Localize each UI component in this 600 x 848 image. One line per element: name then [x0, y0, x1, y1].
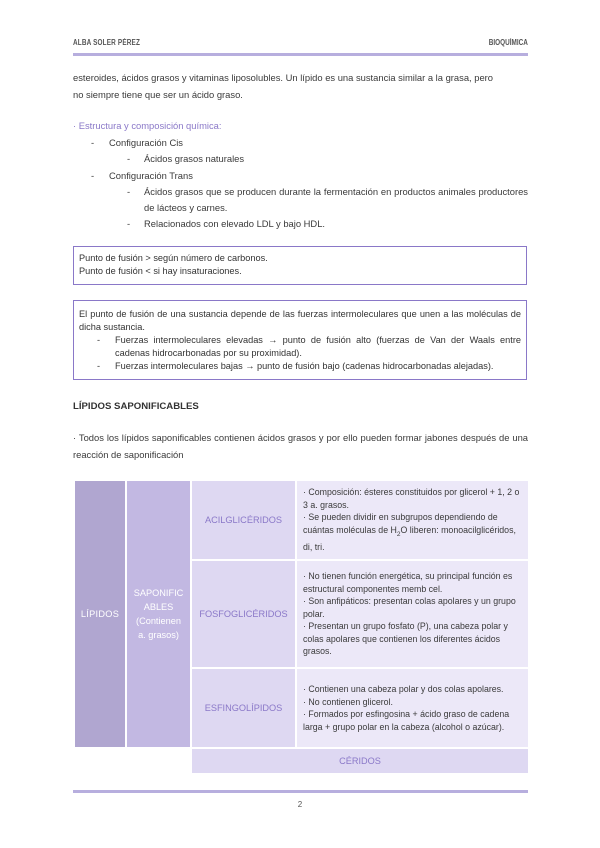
dash-bullet: - [97, 335, 101, 345]
melting-point-box [73, 246, 527, 285]
dash-bullet: - [91, 137, 95, 148]
box2-item-1 [79, 334, 521, 360]
list-item-cis-sub [73, 151, 528, 167]
box2-item-2 [79, 360, 521, 373]
fosfogliceridos-desc-2: · Son anfipáticos: presentan colas apolares y un grupo polar. [303, 596, 516, 619]
trans-label: Configuración Trans [109, 169, 193, 181]
fosfogliceridos-desc-3: · Presentan un grupo fosfato (P), una cabeza polar y colas apolares que contienen los diferentes ácidos grasos. [303, 621, 508, 657]
box1-line-2: Punto de fusión < si hay insaturaciones. [79, 266, 242, 276]
intro-paragraph [73, 70, 528, 103]
structure-title: · Estructura y composición química: [73, 120, 222, 131]
page-header [73, 38, 528, 58]
saponificables-cell-line-1: SAPONIFIC [133, 588, 184, 598]
acilgliceridos-desc-2b: O liberen: monoacilglicéridos, di, tri. [303, 524, 516, 553]
lipids-table [73, 479, 530, 775]
fosfogliceridos-cell: FOSFOGLICÉRIDOS [191, 560, 296, 668]
box2-item-1-text: Fuerzas intermoleculares elevadas → punto de fusión alto (fuerzas de Van der Waals entre cadenas hidrocarbonadas por su proximidad). [115, 335, 521, 358]
intermolecular-forces-box [73, 300, 527, 380]
saponificables-text: · Todos los lípidos saponificables contienen ácidos grasos y por ello pueden formar jabones después de una reacción de saponificación [73, 432, 528, 460]
esfingolipidos-desc-2: · No contienen glicerol. [303, 696, 393, 707]
esfingolipidos-desc [296, 668, 529, 748]
fosfogliceridos-desc-1: · No tienen función energética, su principal función es estructural componentes memb cel. [303, 571, 513, 594]
dash-bullet: - [127, 218, 131, 230]
h2o-subscript: 2 [396, 530, 401, 538]
list-item-cis [73, 135, 528, 151]
footer-rule [73, 790, 528, 793]
list-item-trans-sub-2 [73, 216, 528, 232]
table-row [74, 748, 529, 774]
header-rule [73, 53, 528, 56]
ceridos-cell: CÉRIDOS [191, 748, 529, 774]
saponificables-cell [126, 480, 191, 748]
esfingolipidos-desc-1: · Contienen una cabeza polar y dos colas apolares. [303, 684, 504, 694]
cis-item: Ácidos grasos naturales [144, 153, 245, 165]
saponificables-cell-line-3: (Contienen [136, 616, 181, 626]
acilgliceridos-desc-2a: · Se pueden dividir en subgrupos dependiendo de cuántas moléculas de H [303, 512, 498, 535]
list-item-trans [73, 168, 528, 184]
trans-item-2: Relacionados con elevado LDL y bajo HDL. [144, 218, 326, 230]
intro-line-2: no siempre tiene que ser un ácido graso. [73, 88, 243, 100]
header-author: ALBA SOLER PÉREZ [73, 38, 141, 47]
fosfogliceridos-desc [296, 560, 529, 668]
dash-bullet: - [97, 361, 101, 371]
intro-line-1: esteroides, ácidos grasos y vitaminas liposolubles. Un lípido es una sustancia similar a la grasa, pero [73, 72, 494, 83]
structure-list [73, 135, 528, 233]
dash-bullet: - [91, 169, 95, 181]
header-subject: BIOQUÍMICA [488, 38, 528, 47]
table-row [74, 480, 529, 560]
box1-line-1: Punto de fusión > según número de carbonos. [79, 253, 268, 263]
acilgliceridos-cell: ACILGLICÉRIDOS [191, 480, 296, 560]
acilgliceridos-desc [296, 480, 529, 560]
saponificables-cell-line-4: a. grasos) [138, 630, 179, 640]
dash-bullet: - [127, 153, 131, 165]
dash-bullet: - [127, 185, 131, 197]
esfingolipidos-desc-3: · Formados por esfingosina + ácido graso de cadena larga + grupo polar en la cabeza (alcohol o azúcar). [303, 709, 510, 732]
box2-intro: El punto de fusión de una sustancia depende de las fuerzas intermoleculares que unen a las moléculas de dicha sustancia. [79, 309, 521, 332]
cis-label: Configuración Cis [109, 137, 183, 148]
saponificables-cell-line-2: ABLES [143, 602, 174, 612]
page-number: 2 [297, 800, 303, 809]
saponificables-heading: LÍPIDOS SAPONIFICABLES [73, 401, 199, 412]
empty-cell [74, 748, 191, 774]
lipidos-cell: LÍPIDOS [74, 480, 126, 748]
box2-item-2-text: Fuerzas intermoleculares bajas → punto de fusión bajo (cadenas hidrocarbonadas alejadas). [115, 361, 494, 371]
esfingolipidos-cell: ESFINGOLÍPIDOS [191, 668, 296, 748]
list-item-trans-sub-1 [73, 184, 528, 217]
trans-item-1: Ácidos grasos que se producen durante la fermentación en productos animales productores de lácteos y carnes. [144, 185, 528, 214]
acilgliceridos-desc-1: · Composición: ésteres constituidos por glicerol + 1, 2 o 3 a. grasos. [303, 487, 520, 510]
acilgliceridos-desc-2 [303, 511, 524, 553]
